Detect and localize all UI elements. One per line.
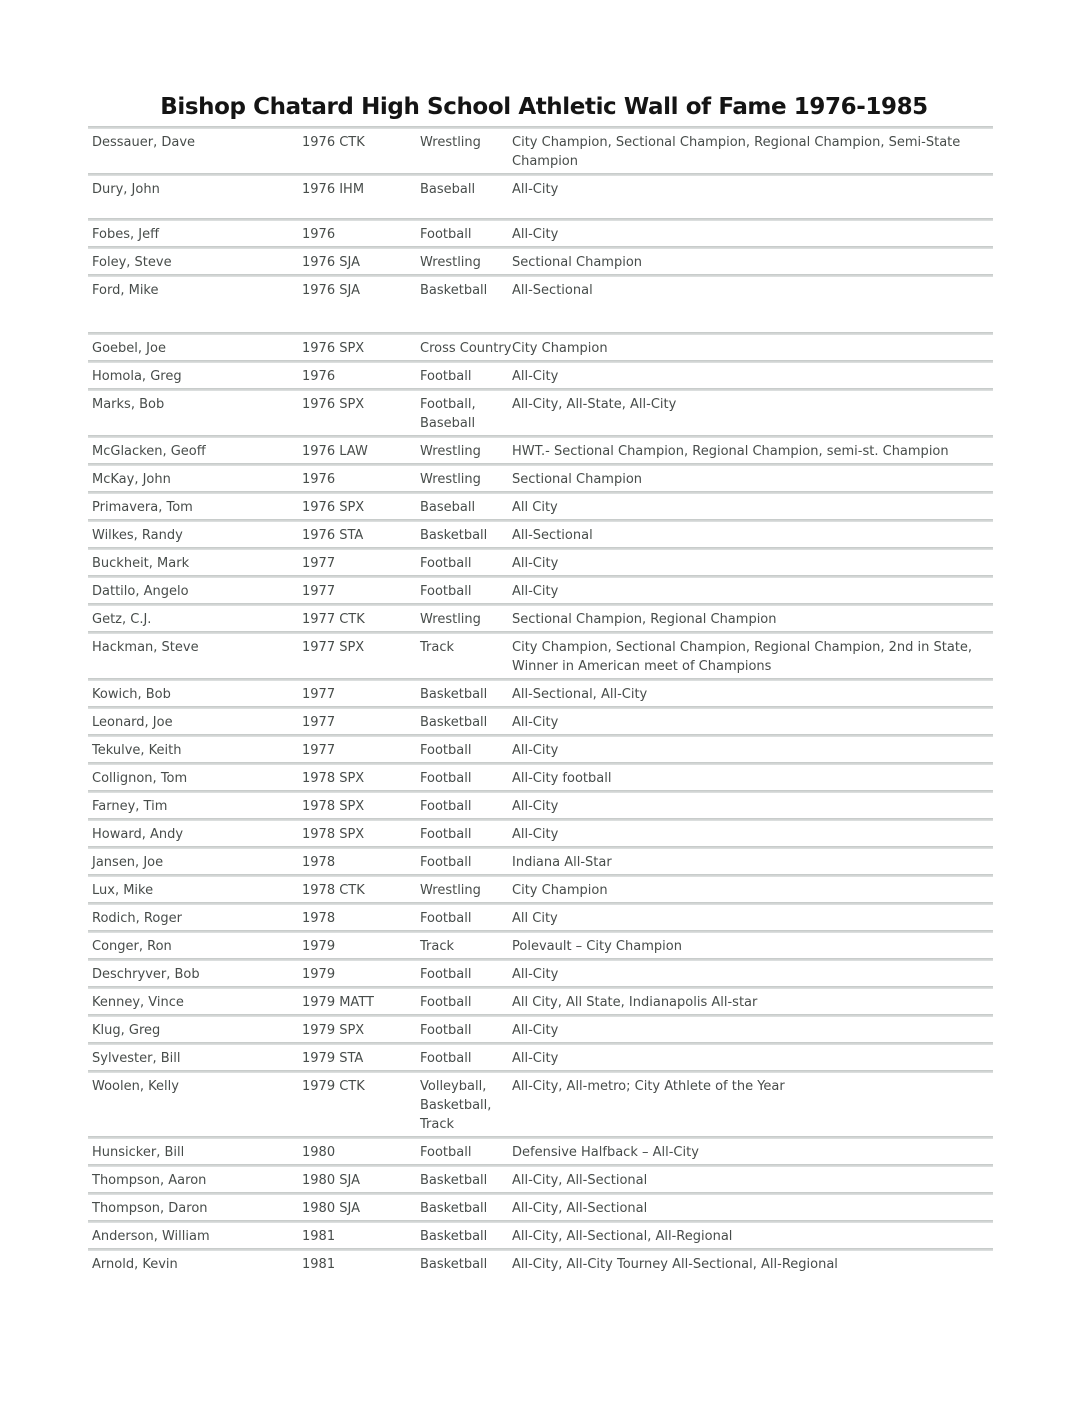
cell-year-school: 1976 bbox=[302, 227, 336, 242]
table-row bbox=[88, 681, 993, 706]
cell-sport: Track bbox=[420, 640, 455, 655]
cell-year-school: 1976 IHM bbox=[302, 182, 365, 197]
cell-year-school: 1977 bbox=[302, 687, 336, 702]
cell-year-school: 1977 CTK bbox=[302, 612, 365, 627]
cell-honors: Indiana All-Star bbox=[512, 855, 612, 870]
cell-year-school: 1980 SJA bbox=[302, 1173, 360, 1188]
table-row bbox=[88, 1017, 993, 1042]
table-row bbox=[88, 277, 993, 332]
table-row bbox=[88, 989, 993, 1014]
cell-honors: City Champion bbox=[512, 341, 608, 356]
cell-name: Howard, Andy bbox=[92, 827, 184, 842]
cell-name: Lux, Mike bbox=[92, 883, 154, 898]
cell-honors: Sectional Champion bbox=[512, 255, 643, 270]
cell-honors: All-City, All-Sectional bbox=[512, 1173, 648, 1188]
cell-sport: Wrestling bbox=[420, 472, 481, 487]
table-row bbox=[88, 1195, 993, 1220]
table-row bbox=[88, 578, 993, 603]
cell-honors: All-City bbox=[512, 827, 559, 842]
cell-year-school: 1976 bbox=[302, 369, 336, 384]
cell-year-school: 1978 SPX bbox=[302, 771, 365, 786]
cell-year-school: 1976 SJA bbox=[302, 283, 360, 298]
table-row bbox=[88, 466, 993, 491]
cell-name: Jansen, Joe bbox=[92, 855, 164, 870]
cell-year-school: 1977 bbox=[302, 556, 336, 571]
table-row bbox=[88, 709, 993, 734]
cell-sport: Football, Baseball bbox=[420, 397, 476, 431]
table-row bbox=[88, 1073, 993, 1136]
cell-honors: City Champion, Sectional Champion, Regional Champion, 2nd in State, Winner in American meet of Champions bbox=[512, 640, 973, 674]
cell-year-school: 1979 bbox=[302, 967, 336, 982]
table-row bbox=[88, 176, 993, 218]
table-row bbox=[88, 905, 993, 930]
cell-year-school: 1978 bbox=[302, 855, 336, 870]
cell-name: McKay, John bbox=[92, 472, 171, 487]
table-row bbox=[88, 849, 993, 874]
cell-sport: Basketball bbox=[420, 528, 488, 543]
table-row bbox=[88, 821, 993, 846]
cell-name: Farney, Tim bbox=[92, 799, 168, 814]
table-row bbox=[88, 550, 993, 575]
cell-sport: Wrestling bbox=[420, 444, 481, 459]
cell-year-school: 1976 SPX bbox=[302, 397, 365, 412]
table-row bbox=[88, 335, 993, 360]
cell-honors: All-City bbox=[512, 967, 559, 982]
cell-year-school: 1976 SJA bbox=[302, 255, 360, 270]
cell-honors: City Champion bbox=[512, 883, 608, 898]
cell-sport: Wrestling bbox=[420, 883, 481, 898]
cell-name: Marks, Bob bbox=[92, 397, 165, 412]
cell-name: Leonard, Joe bbox=[92, 715, 173, 730]
cell-year-school: 1979 CTK bbox=[302, 1079, 365, 1094]
cell-honors: All City bbox=[512, 500, 558, 515]
cell-honors: All-Sectional bbox=[512, 528, 593, 543]
cell-sport: Football bbox=[420, 369, 472, 384]
cell-sport: Football bbox=[420, 911, 472, 926]
cell-honors: All-City bbox=[512, 556, 559, 571]
cell-sport: Football bbox=[420, 584, 472, 599]
cell-sport: Football bbox=[420, 556, 472, 571]
cell-year-school: 1981 bbox=[302, 1257, 336, 1272]
cell-name: Rodich, Roger bbox=[92, 911, 182, 926]
cell-name: McGlacken, Geoff bbox=[92, 444, 206, 459]
wall-of-fame-table bbox=[88, 126, 993, 1276]
table-row bbox=[88, 606, 993, 631]
cell-year-school: 1977 bbox=[302, 743, 336, 758]
cell-sport: Football bbox=[420, 995, 472, 1010]
cell-year-school: 1979 SPX bbox=[302, 1023, 365, 1038]
cell-name: Arnold, Kevin bbox=[92, 1257, 178, 1272]
cell-year-school: 1976 CTK bbox=[302, 135, 365, 150]
cell-name: Getz, C.J. bbox=[92, 612, 152, 627]
cell-year-school: 1980 bbox=[302, 1145, 336, 1160]
cell-name: Buckheit, Mark bbox=[92, 556, 190, 571]
table-row bbox=[88, 634, 993, 678]
cell-honors: All City bbox=[512, 911, 558, 926]
cell-honors: HWT.- Sectional Champion, Regional Champion, semi-st. Champion bbox=[512, 444, 949, 459]
cell-honors: All-City, All-State, All-City bbox=[512, 397, 677, 412]
cell-honors: City Champion, Sectional Champion, Regional Champion, Semi-State Champion bbox=[512, 135, 961, 169]
page-title: Bishop Chatard High School Athletic Wall of Fame 1976-1985 bbox=[160, 94, 928, 120]
cell-sport: Basketball bbox=[420, 283, 488, 298]
cell-year-school: 1977 bbox=[302, 584, 336, 599]
cell-name: Anderson, William bbox=[92, 1229, 210, 1244]
cell-name: Klug, Greg bbox=[92, 1023, 161, 1038]
table-row bbox=[88, 438, 993, 463]
table-row bbox=[88, 494, 993, 519]
table-row bbox=[88, 961, 993, 986]
table-row bbox=[88, 1139, 993, 1164]
cell-honors: All-City bbox=[512, 182, 559, 197]
table-row bbox=[88, 249, 993, 274]
cell-sport: Football bbox=[420, 967, 472, 982]
cell-sport: Football bbox=[420, 1145, 472, 1160]
cell-year-school: 1979 MATT bbox=[302, 995, 374, 1010]
table-row bbox=[88, 793, 993, 818]
cell-sport: Football bbox=[420, 827, 472, 842]
table-row bbox=[88, 129, 993, 173]
cell-name: Fobes, Jeff bbox=[92, 227, 160, 242]
cell-sport: Football bbox=[420, 771, 472, 786]
cell-name: Kenney, Vince bbox=[92, 995, 184, 1010]
cell-year-school: 1977 bbox=[302, 715, 336, 730]
cell-name: Homola, Greg bbox=[92, 369, 182, 384]
table-row bbox=[88, 1223, 993, 1248]
cell-sport: Basketball bbox=[420, 1173, 488, 1188]
cell-year-school: 1981 bbox=[302, 1229, 336, 1244]
cell-year-school: 1977 SPX bbox=[302, 640, 365, 655]
table-row bbox=[88, 522, 993, 547]
table-row bbox=[88, 737, 993, 762]
cell-sport: Football bbox=[420, 799, 472, 814]
cell-year-school: 1978 SPX bbox=[302, 827, 365, 842]
cell-name: Woolen, Kelly bbox=[92, 1079, 179, 1094]
cell-honors: All-City, All-Sectional, All-Regional bbox=[512, 1229, 733, 1244]
cell-honors: All-Sectional bbox=[512, 283, 593, 298]
cell-name: Thompson, Daron bbox=[92, 1201, 208, 1216]
cell-year-school: 1979 bbox=[302, 939, 336, 954]
cell-honors: All-City, All-City Tourney All-Sectional, All-Regional bbox=[512, 1257, 838, 1272]
cell-sport: Football bbox=[420, 743, 472, 758]
cell-honors: Sectional Champion, Regional Champion bbox=[512, 612, 777, 627]
cell-name: Kowich, Bob bbox=[92, 687, 171, 702]
cell-sport: Basketball bbox=[420, 1201, 488, 1216]
cell-sport: Football bbox=[420, 1051, 472, 1066]
table-row bbox=[88, 1167, 993, 1192]
cell-name: Wilkes, Randy bbox=[92, 528, 183, 543]
cell-honors: All-City bbox=[512, 1023, 559, 1038]
cell-name: Conger, Ron bbox=[92, 939, 172, 954]
cell-name: Dury, John bbox=[92, 182, 160, 197]
cell-year-school: 1976 SPX bbox=[302, 500, 365, 515]
cell-honors: All-City bbox=[512, 227, 559, 242]
cell-sport: Volleyball, Basketball, Track bbox=[420, 1079, 492, 1132]
table-row bbox=[88, 765, 993, 790]
cell-honors: All-City bbox=[512, 799, 559, 814]
cell-year-school: 1976 bbox=[302, 472, 336, 487]
cell-sport: Basketball bbox=[420, 1257, 488, 1272]
cell-name: Primavera, Tom bbox=[92, 500, 193, 515]
cell-honors: Sectional Champion bbox=[512, 472, 643, 487]
cell-sport: Basketball bbox=[420, 715, 488, 730]
cell-honors: All-City bbox=[512, 584, 559, 599]
cell-year-school: 1976 LAW bbox=[302, 444, 368, 459]
table-row bbox=[88, 1251, 993, 1276]
cell-sport: Track bbox=[420, 939, 455, 954]
cell-sport: Football bbox=[420, 227, 472, 242]
cell-name: Tekulve, Keith bbox=[92, 743, 182, 758]
cell-honors: Defensive Halfback – All-City bbox=[512, 1145, 699, 1160]
cell-honors: All-City bbox=[512, 1051, 559, 1066]
cell-honors: All-City bbox=[512, 715, 559, 730]
cell-name: Dattilo, Angelo bbox=[92, 584, 189, 599]
table-row bbox=[88, 221, 993, 246]
table-row bbox=[88, 877, 993, 902]
cell-year-school: 1976 STA bbox=[302, 528, 364, 543]
cell-name: Collignon, Tom bbox=[92, 771, 188, 786]
cell-sport: Basketball bbox=[420, 1229, 488, 1244]
cell-name: Hackman, Steve bbox=[92, 640, 199, 655]
cell-sport: Football bbox=[420, 1023, 472, 1038]
cell-name: Hunsicker, Bill bbox=[92, 1145, 185, 1160]
cell-honors: All-City football bbox=[512, 771, 612, 786]
cell-name: Foley, Steve bbox=[92, 255, 172, 270]
table-row bbox=[88, 363, 993, 388]
cell-sport: Wrestling bbox=[420, 255, 481, 270]
table-row bbox=[88, 933, 993, 958]
cell-name: Deschryver, Bob bbox=[92, 967, 200, 982]
cell-sport: Basketball bbox=[420, 687, 488, 702]
cell-sport: Baseball bbox=[420, 182, 476, 197]
cell-sport: Wrestling bbox=[420, 135, 481, 150]
table-row bbox=[88, 1045, 993, 1070]
cell-sport: Football bbox=[420, 855, 472, 870]
cell-year-school: 1976 SPX bbox=[302, 341, 365, 356]
cell-honors: All-City, All-metro; City Athlete of the Year bbox=[512, 1079, 785, 1094]
cell-honors: All-City, All-Sectional bbox=[512, 1201, 648, 1216]
cell-year-school: 1979 STA bbox=[302, 1051, 364, 1066]
cell-name: Dessauer, Dave bbox=[92, 135, 196, 150]
cell-year-school: 1978 CTK bbox=[302, 883, 365, 898]
cell-year-school: 1980 SJA bbox=[302, 1201, 360, 1216]
cell-year-school: 1978 SPX bbox=[302, 799, 365, 814]
cell-honors: All-City bbox=[512, 369, 559, 384]
cell-honors: Polevault – City Champion bbox=[512, 939, 682, 954]
table-row bbox=[88, 391, 993, 435]
cell-honors: All-Sectional, All-City bbox=[512, 687, 648, 702]
cell-year-school: 1978 bbox=[302, 911, 336, 926]
cell-name: Sylvester, Bill bbox=[92, 1051, 181, 1066]
cell-honors: All City, All State, Indianapolis All-star bbox=[512, 995, 758, 1010]
cell-sport: Wrestling bbox=[420, 612, 481, 627]
cell-name: Goebel, Joe bbox=[92, 341, 166, 356]
cell-sport: Cross Country bbox=[420, 341, 512, 356]
cell-name: Thompson, Aaron bbox=[92, 1173, 207, 1188]
cell-honors: All-City bbox=[512, 743, 559, 758]
cell-sport: Baseball bbox=[420, 500, 476, 515]
cell-name: Ford, Mike bbox=[92, 283, 159, 298]
